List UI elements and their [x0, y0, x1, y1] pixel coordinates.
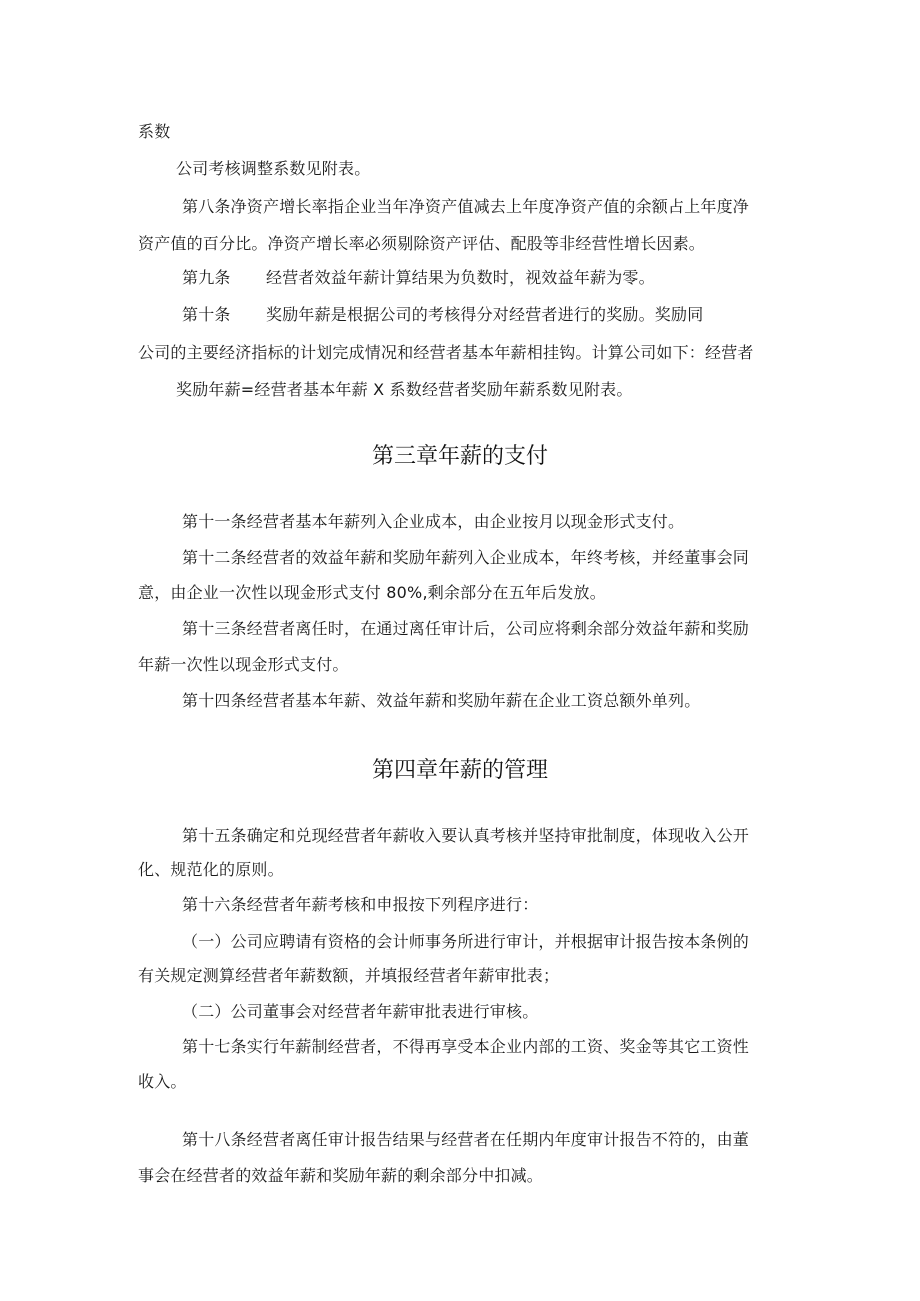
- article-14: 第十四条经营者基本年薪、效益年薪和奖励年薪在企业工资总额外单列。: [182, 691, 701, 710]
- article-8-line-1: 第八条净资产增长率指企业当年净资产值减去上年度净资产值的余额占上年度净: [182, 197, 750, 216]
- article-12-line-1: 第十二条经营者的效益年薪和奖励年薪列入企业成本，年终考核，并经董事会同: [182, 548, 750, 567]
- article-8-line-2: 资产值的百分比。净资产增长率必须剔除资产评估、配股等非经营性增长因素。: [138, 234, 706, 253]
- article-10-line-2: 公司的主要经济指标的计划完成情况和经营者基本年薪相挂钩。计算公司如下：经营者: [138, 343, 754, 362]
- article-15-line-1: 第十五条确定和兑现经营者年薪收入要认真考核并坚持审批制度，体现收入公开: [182, 826, 750, 845]
- article-15-line-2: 化、规范化的原则。: [138, 860, 284, 879]
- article-10-text: 奖励年薪是根据公司的考核得分对经营者进行的奖励。奖励同: [266, 305, 704, 324]
- article-13-line-1: 第十三条经营者离任时，在通过离任审计后，公司应将剩余部分效益年薪和奖励: [182, 619, 750, 638]
- chapter-4-title: 第四章年薪的管理: [371, 758, 548, 783]
- article-16-item-2: （二）公司董事会对经营者年薪审批表进行审核。: [182, 1002, 539, 1021]
- article-10-line-3: 奖励年薪=经营者基本年薪 X 系数经营者奖励年薪系数见附表。: [176, 380, 633, 399]
- article-9-text: 经营者效益年薪计算结果为负数时，视效益年薪为零。: [266, 268, 655, 287]
- article-13-line-2: 年薪一次性以现金形式支付。: [138, 655, 349, 674]
- article-18-line-2: 事会在经营者的效益年薪和奖励年薪的剩余部分中扣减。: [138, 1166, 544, 1185]
- article-17-line-2: 收入。: [138, 1072, 187, 1091]
- article-11: 第十一条经营者基本年薪列入企业成本，由企业按月以现金形式支付。: [182, 512, 685, 531]
- chapter-3-title: 第三章年薪的支付: [371, 444, 548, 469]
- article-10-label: 第十条: [182, 305, 231, 324]
- article-16-item-1-line-1: （一）公司应聘请有资格的会计师事务所进行审计，并根据审计报告按本条例的: [182, 932, 750, 951]
- article-17-line-1: 第十七条实行年薪制经营者，不得再享受本企业内部的工资、奖金等其它工资性: [182, 1037, 750, 1056]
- article-16: 第十六条经营者年薪考核和申报按下列程序进行：: [182, 895, 539, 914]
- article-12-line-2: 意，由企业一次性以现金形式支付 80%,剩余部分在五年后发放。: [138, 583, 606, 602]
- article-16-item-1-line-2: 有关规定测算经营者年薪数额，并填报经营者年薪审批表；: [138, 966, 560, 985]
- article-9-label: 第九条: [182, 268, 231, 287]
- paragraph-line: 公司考核调整系数见附表。: [176, 159, 371, 178]
- article-18-line-1: 第十八条经营者离任审计报告结果与经营者在任期内年度审计报告不符的，由董: [182, 1130, 750, 1149]
- paragraph-line: 系数: [138, 122, 171, 141]
